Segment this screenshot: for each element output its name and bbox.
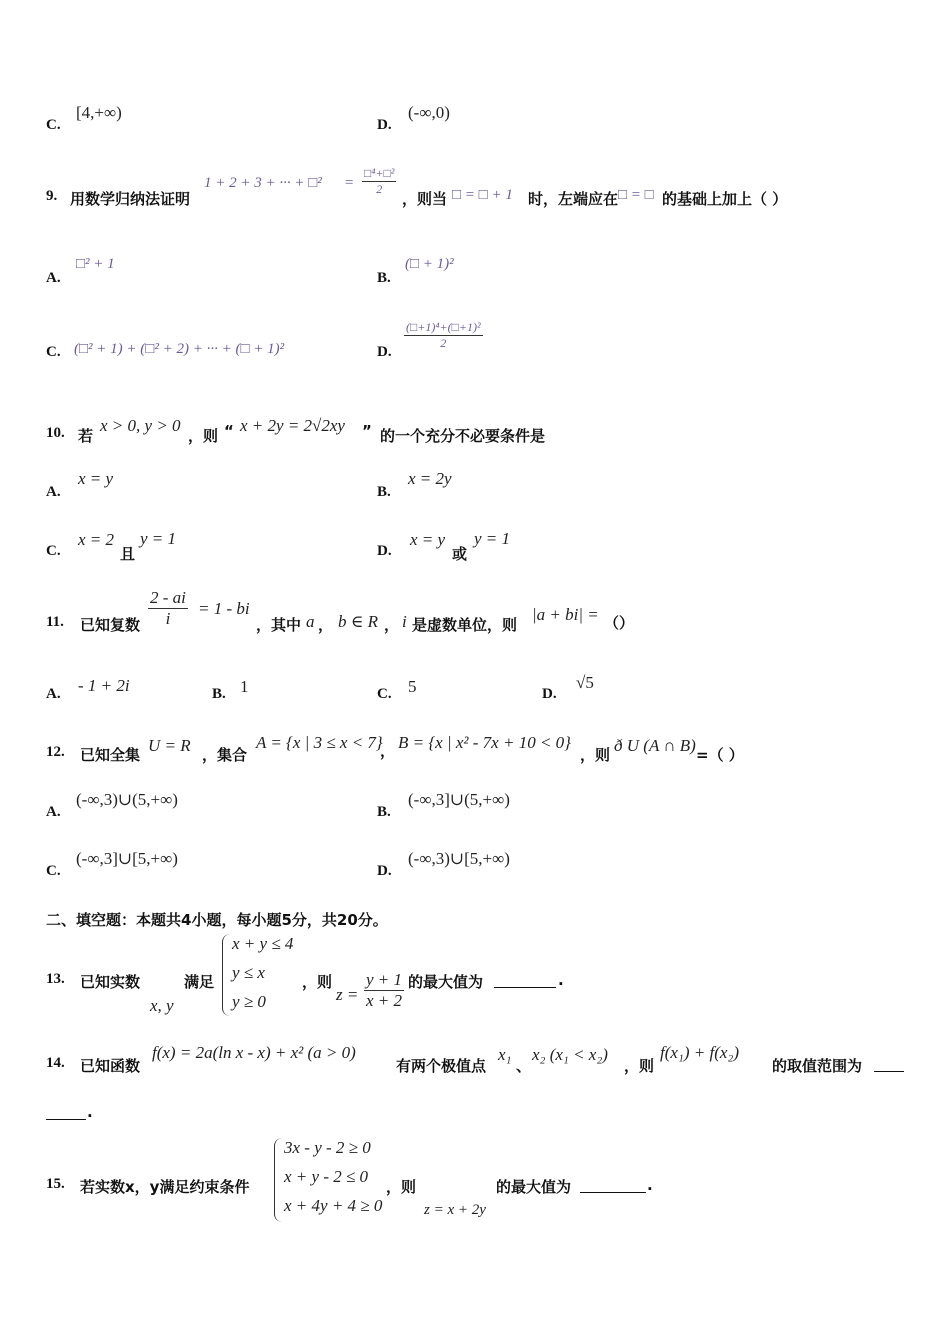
q12-option-c-label: C. [46, 863, 61, 879]
q10-option-b-label: B. [377, 484, 391, 500]
q10-option-d-math-1: x = y [410, 530, 446, 549]
q12-separator: ， [380, 742, 396, 760]
q10-option-c-math-1: x = 2 [78, 530, 115, 549]
q11-var-a: a [306, 612, 315, 631]
q10-option-a-label: A. [46, 484, 61, 500]
q9-formula-eq: = [344, 175, 355, 191]
q13-answer-blank[interactable] [494, 973, 556, 988]
q9-formula-num: □⁴+□² [364, 166, 395, 180]
q11-text-2: ，其中 [256, 616, 302, 634]
q9-option-b-label: B. [377, 270, 391, 286]
q11-option-c-math: 5 [408, 677, 417, 696]
q15-objective: z = x + 2y [424, 1202, 486, 1218]
q10-text-1: 若 [78, 427, 94, 445]
q15-text-2: ，则 [386, 1178, 417, 1196]
q11-option-b-math: 1 [240, 677, 249, 696]
q10-text-2: ，则 [188, 427, 219, 445]
q13-z-fraction [364, 970, 404, 1011]
q13-end: . [558, 971, 564, 989]
q10-option-b-math: x = 2y [408, 469, 452, 488]
q10-option-c-label: C. [46, 543, 61, 559]
q8-option-d-math: (-∞,0) [408, 103, 450, 122]
q13-constraint-3: y ≥ 0 [232, 992, 266, 1011]
q13-constraint-1: x + y ≤ 4 [232, 934, 294, 953]
q10-option-a-math: x = y [78, 469, 114, 488]
q11-text-5: （） [604, 614, 635, 632]
q13-z-lhs: z = [336, 985, 359, 1004]
q13-text-3: ，则 [302, 973, 333, 991]
q10-expression: x + 2y = 2√2xy [240, 416, 345, 435]
q9-condition-1: □ = □ + 1 [452, 187, 513, 203]
q14-answer-blank-2[interactable] [46, 1105, 86, 1120]
q11-option-a-label: A. [46, 686, 61, 702]
q10-number: 10. [46, 425, 65, 441]
q9-option-a-math: □² + 1 [76, 256, 115, 272]
q12-set-b: B = {x | x² - 7x + 10 < 0} [398, 733, 571, 752]
q10-option-d-math-2: y = 1 [474, 529, 511, 548]
q12-option-d-label: D. [377, 863, 392, 879]
q11-fraction [148, 588, 188, 629]
q11-var-b: b ∈ R [338, 612, 378, 631]
q14-text-2: 有两个极值点 [396, 1057, 487, 1075]
q15-number: 15. [46, 1176, 65, 1192]
q13-z-den: x + 2 [366, 991, 403, 1010]
q12-option-a-label: A. [46, 804, 61, 820]
q9-number: 9. [46, 188, 58, 204]
q13-z-num: y + 1 [366, 970, 403, 989]
q9-option-d-num: (□+1)⁴+(□+1)² [406, 320, 481, 334]
q15-brace [274, 1138, 283, 1222]
q12-option-b-math: (-∞,3]∪(5,+∞) [408, 790, 510, 809]
q9-formula-frac [362, 166, 396, 197]
q13-vars: x, y [150, 996, 174, 1015]
q15-text-3: 的最大值为 [496, 1178, 572, 1196]
q10-text-3: 的一个充分不必要条件是 [380, 427, 546, 445]
q11-option-d-label: D. [542, 686, 557, 702]
q12-set-a: A = {x | 3 ≤ x < 7} [256, 733, 383, 752]
q11-option-b-label: B. [212, 686, 226, 702]
q10-condition: x > 0, y > 0 [100, 416, 181, 435]
q11-abs-expr: |a + bi| = [532, 605, 599, 624]
q10-quote-close: ” [362, 422, 372, 440]
q11-comma: ， [318, 616, 334, 634]
q10-option-c-conj: 且 [120, 545, 136, 563]
q13-constraint-2: y ≤ x [232, 963, 265, 982]
q9-option-d-label: D. [377, 344, 392, 360]
q11-text-4: 是虚数单位，则 [412, 616, 518, 634]
q11-option-d-math: √5 [576, 673, 594, 692]
q12-universal-set: U = R [148, 736, 191, 755]
q9-option-c-math: (□² + 1) + (□² + 2) + ··· + (□ + 1)² [74, 341, 285, 357]
q14-x1: x₁ [498, 1045, 512, 1064]
q12-option-b-label: B. [377, 804, 391, 820]
q15-end: . [647, 1176, 653, 1194]
q12-text-4: =（ ） [696, 746, 744, 764]
q12-option-c-math: (-∞,3]∪[5,+∞) [76, 849, 178, 868]
q11-option-c-label: C. [377, 686, 392, 702]
q9-condition-2: □ = □ [618, 187, 654, 203]
q14-end: . [87, 1103, 93, 1121]
q13-text-2: 满足 [184, 973, 215, 991]
q9-option-a-label: A. [46, 270, 61, 286]
q15-text-1: 若实数x，y满足约束条件 [80, 1178, 250, 1196]
q8-option-c-math: [4,+∞) [76, 103, 122, 122]
q9-option-c-label: C. [46, 344, 61, 360]
q13-brace [222, 934, 231, 1016]
q9-option-d-den: 2 [440, 336, 447, 350]
q14-text-4: 的取值范围为 [772, 1057, 863, 1075]
q14-answer-blank-1[interactable] [874, 1057, 904, 1072]
q9-text-4: 的基础上加上（ ） [662, 190, 788, 208]
q13-text-1: 已知实数 [80, 973, 141, 991]
q9-text-2: ，则当 [402, 190, 448, 208]
q15-constraint-3: x + 4y + 4 ≥ 0 [284, 1196, 383, 1215]
q15-constraint-1: 3x - y - 2 ≥ 0 [284, 1138, 371, 1157]
q14-function: f(x) = 2a(ln x - x) + x² (a > 0) [152, 1043, 356, 1062]
q11-i-symbol: i [402, 612, 407, 631]
q11-option-a-math: - 1 + 2i [78, 676, 130, 695]
q11-text-1: 已知复数 [80, 616, 141, 634]
q12-text-3: ，则 [580, 746, 611, 764]
q9-text-3: 时，左端应在 [528, 190, 619, 208]
q8-option-d-label: D. [377, 117, 392, 133]
q13-text-4: 的最大值为 [408, 973, 484, 991]
q11-text-3: ， [384, 616, 400, 634]
q15-answer-blank[interactable] [580, 1178, 646, 1193]
q9-option-d-frac [404, 320, 483, 351]
q15-constraint-2: x + y - 2 ≤ 0 [284, 1167, 369, 1186]
q12-number: 12. [46, 744, 65, 760]
q12-complement: ð U (A ∩ B) [614, 736, 696, 755]
section-2-title: 二、填空题：本题共4小题，每小题5分，共20分。 [46, 911, 388, 929]
q11-fraction-num: 2 - ai [150, 588, 186, 607]
q10-option-d-conj: 或 [452, 545, 468, 563]
q9-option-b-math: (□ + 1)² [405, 256, 454, 272]
q14-number: 14. [46, 1055, 65, 1071]
q14-separator: 、 [516, 1057, 532, 1075]
q14-text-3: ，则 [624, 1057, 655, 1075]
q11-number: 11. [46, 614, 64, 630]
q12-option-d-math: (-∞,3)∪[5,+∞) [408, 849, 510, 868]
q9-formula-den: 2 [376, 182, 383, 196]
q9-text-1: 用数学归纳法证明 [70, 190, 191, 208]
q14-sum: f(x₁) + f(x₂) [660, 1043, 739, 1062]
q14-text-1: 已知函数 [80, 1057, 141, 1075]
q12-text-1: 已知全集 [80, 746, 141, 764]
q9-formula-lhs: 1 + 2 + 3 + ··· + □² [204, 175, 322, 191]
q10-option-d-label: D. [377, 543, 392, 559]
q12-text-2: ，集合 [202, 746, 248, 764]
q11-fraction-den: i [165, 609, 171, 628]
q12-option-a-math: (-∞,3)∪(5,+∞) [76, 790, 178, 809]
q13-number: 13. [46, 971, 65, 987]
q10-option-c-math-2: y = 1 [140, 529, 177, 548]
q10-quote-open: “ [224, 422, 234, 440]
q8-option-c-label: C. [46, 117, 61, 133]
q11-rhs: = 1 - bi [198, 599, 250, 618]
q14-x2: x₂ (x₁ < x₂) [532, 1045, 608, 1064]
